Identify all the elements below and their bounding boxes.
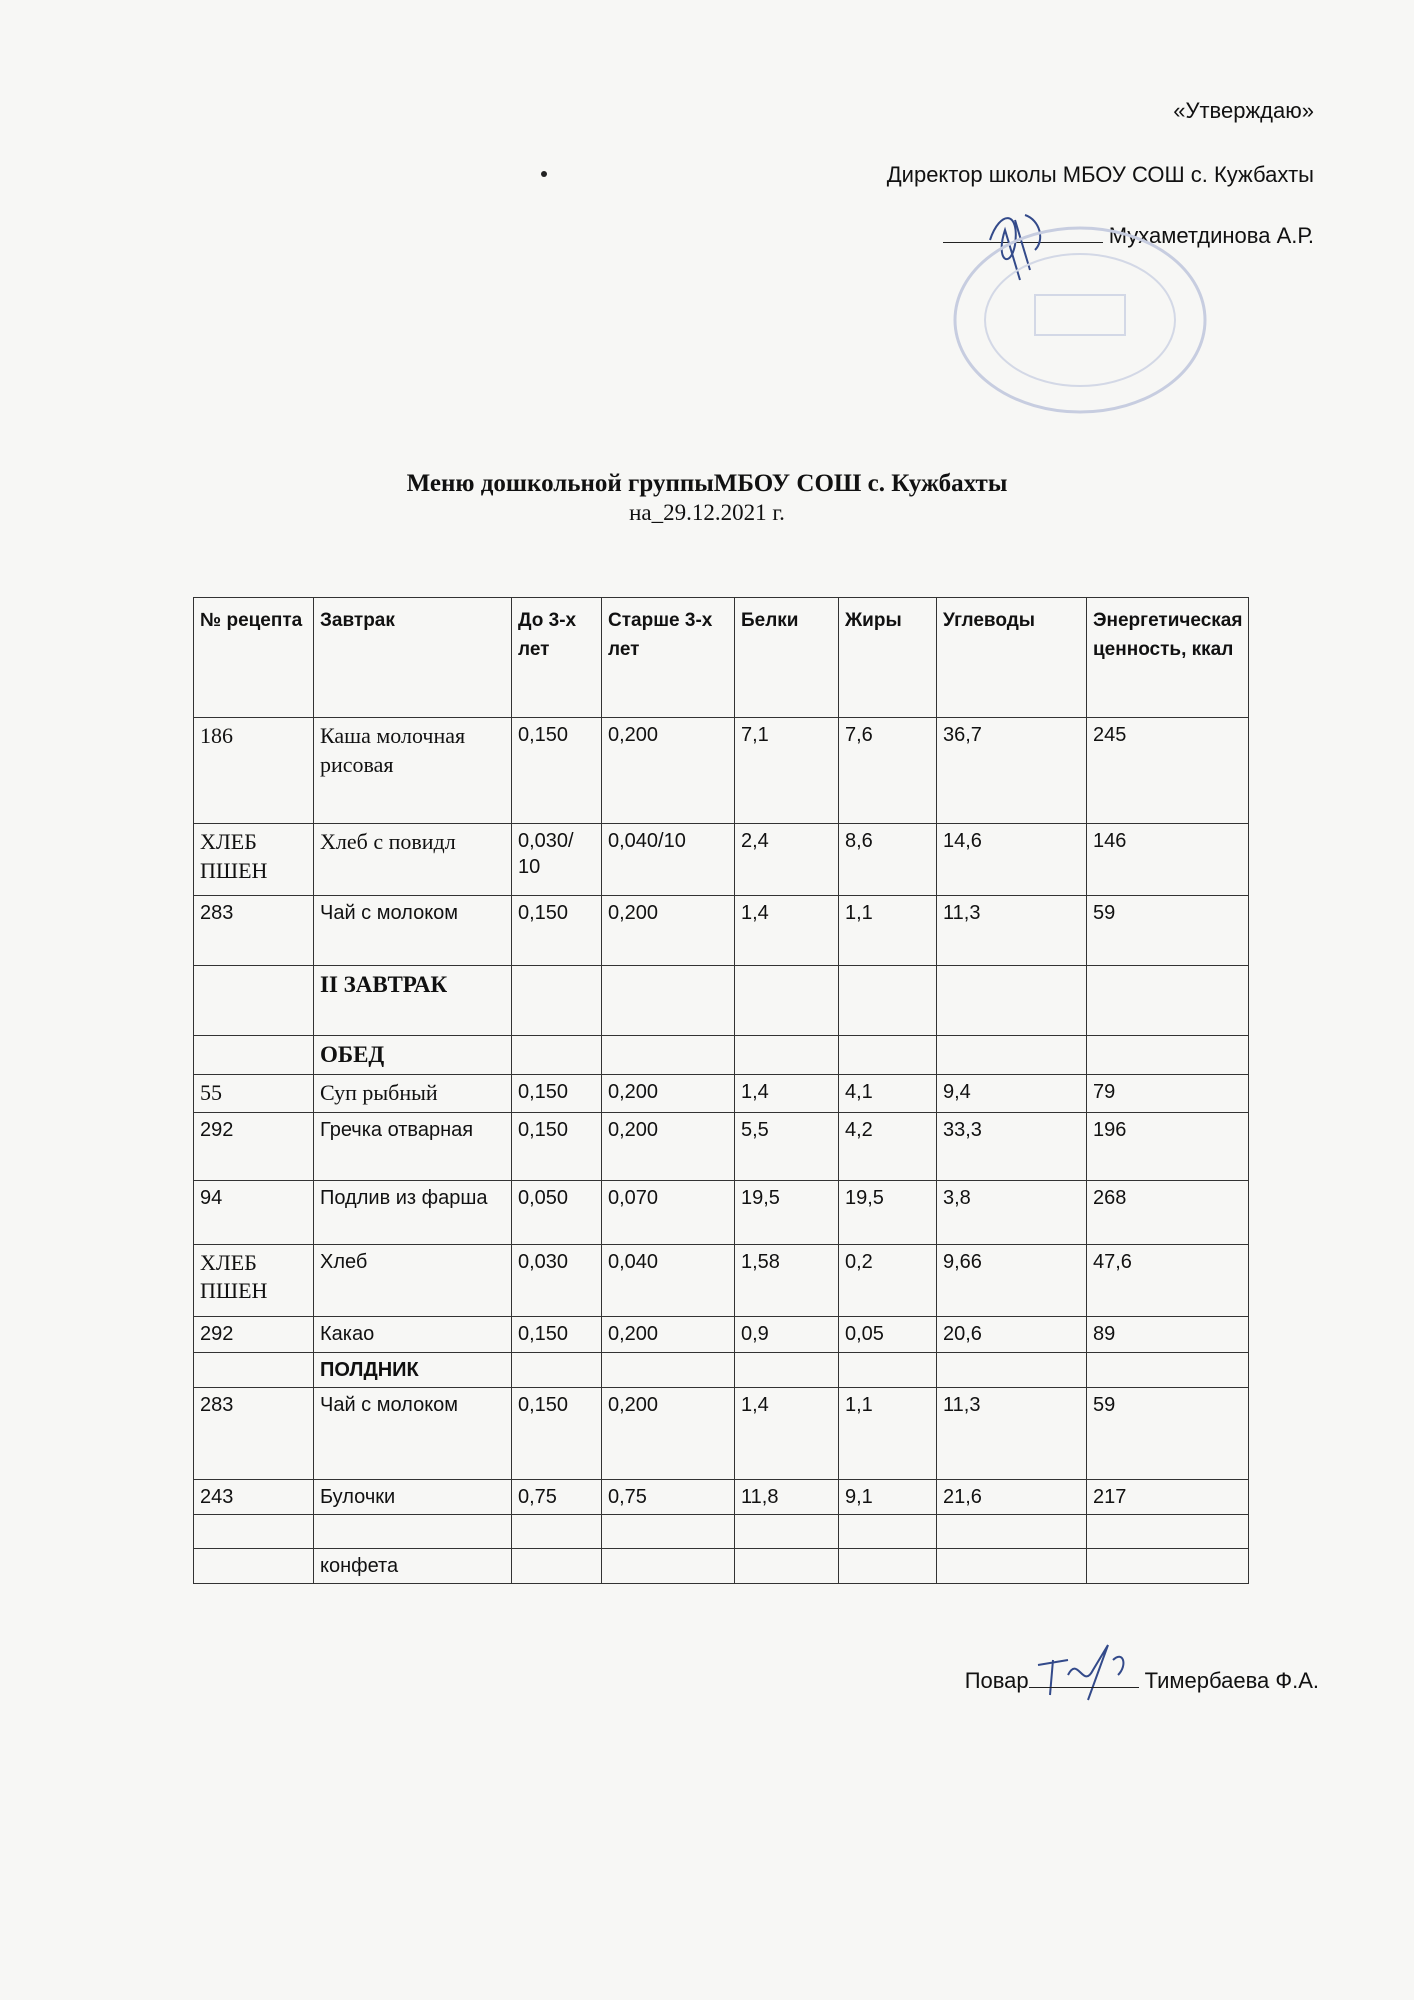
empty-cell [512,1036,602,1075]
table-row [194,1112,1249,1180]
table-row [194,1316,1249,1352]
fat: 19,5 [839,1180,937,1244]
cook-name: Тимербаева Ф.А. [1144,1668,1319,1693]
dish-name: Гречка отварная [314,1112,512,1180]
carbs: 21,6 [937,1479,1087,1514]
approval-title: «Утверждаю» [1173,98,1314,123]
portion-under-3: 0,030/ 10 [512,824,602,896]
portion-under-3: 0,150 [512,1387,602,1479]
protein [735,1548,839,1583]
table-row [194,1548,1249,1583]
cook-signature-block [965,1668,1319,1694]
energy: 196 [1087,1112,1249,1180]
protein: 1,4 [735,1387,839,1479]
protein: 11,8 [735,1479,839,1514]
empty-cell [512,1514,602,1548]
carbs: 33,3 [937,1112,1087,1180]
protein: 2,4 [735,824,839,896]
empty-cell [194,1514,314,1548]
empty-cell [735,1036,839,1075]
section-label: ПОЛДНИК [314,1352,512,1387]
recipe-number: 243 [194,1479,314,1514]
carbs: 11,3 [937,1387,1087,1479]
portion-under-3: 0,75 [512,1479,602,1514]
column-header: Старше 3-х лет [602,598,735,718]
protein: 19,5 [735,1180,839,1244]
recipe-number [194,1548,314,1583]
cook-label: Повар [964,1668,1029,1693]
column-header: Углеводы [937,598,1087,718]
empty-cell [512,966,602,1036]
fat: 8,6 [839,824,937,896]
empty-cell [839,1352,937,1387]
portion-over-3: 0,200 [602,718,735,824]
approval-position: Директор школы МБОУ СОШ с. Кужбахты [886,162,1314,187]
portion-over-3: 0,200 [602,1112,735,1180]
empty-cell [839,1514,937,1548]
empty-cell [314,1514,512,1548]
portion-under-3: 0,150 [512,1112,602,1180]
recipe-number: ХЛЕБ ПШЕН [194,1244,314,1316]
energy: 79 [1087,1074,1249,1112]
energy: 245 [1087,718,1249,824]
school-stamp-icon [940,220,1220,420]
carbs [937,1548,1087,1583]
dish-name: Чай с молоком [314,896,512,966]
section-row [194,1036,1249,1075]
carbs: 20,6 [937,1316,1087,1352]
recipe-number: 292 [194,1316,314,1352]
energy: 268 [1087,1180,1249,1244]
empty-cell [735,1352,839,1387]
section-label: ОБЕД [314,1036,512,1075]
portion-over-3: 0,070 [602,1180,735,1244]
protein: 1,4 [735,1074,839,1112]
table-row [194,896,1249,966]
recipe-number: 55 [194,1074,314,1112]
section-row [194,966,1249,1036]
dish-name: Каша молочная рисовая [314,718,512,824]
dish-name: Суп рыбный [314,1074,512,1112]
approval-signer: Мухаметдинова А.Р. [1108,223,1314,248]
dish-name: Подлив из фарша [314,1180,512,1244]
menu-date: на_29.12.2021 г. [629,500,785,525]
portion-under-3: 0,150 [512,1316,602,1352]
protein: 7,1 [735,718,839,824]
empty-cell [937,966,1087,1036]
empty-cell [602,1514,735,1548]
fat: 1,1 [839,1387,937,1479]
column-header: Завтрак [314,598,512,718]
recipe-number: ХЛЕБ ПШЕН [194,824,314,896]
fat [839,1548,937,1583]
empty-cell [602,1352,735,1387]
protein: 1,58 [735,1244,839,1316]
carbs: 36,7 [937,718,1087,824]
dish-name: конфета [314,1548,512,1583]
energy [1087,1548,1249,1583]
fat: 7,6 [839,718,937,824]
table-row [194,824,1249,896]
table-row [194,1479,1249,1514]
energy: 146 [1087,824,1249,896]
column-header: № рецепта [194,598,314,718]
portion-under-3: 0,030 [512,1244,602,1316]
carbs: 9,4 [937,1074,1087,1112]
portion-over-3: 0,040/10 [602,824,735,896]
table-row [194,1180,1249,1244]
protein: 1,4 [735,896,839,966]
carbs: 14,6 [937,824,1087,896]
empty-cell [839,1036,937,1075]
section-row [194,1352,1249,1387]
fat: 1,1 [839,896,937,966]
empty-cell [512,1352,602,1387]
portion-over-3: 0,040 [602,1244,735,1316]
carbs: 11,3 [937,896,1087,966]
section-label: II ЗАВТРАК [314,966,512,1036]
empty-cell [937,1036,1087,1075]
energy: 59 [1087,896,1249,966]
portion-over-3: 0,200 [602,1387,735,1479]
empty-cell [194,1036,314,1075]
recipe-number: 283 [194,1387,314,1479]
fat: 4,1 [839,1074,937,1112]
portion-over-3: 0,200 [602,1316,735,1352]
energy: 89 [1087,1316,1249,1352]
carbs: 3,8 [937,1180,1087,1244]
portion-under-3: 0,150 [512,896,602,966]
empty-cell [1087,1514,1249,1548]
dish-name: Какао [314,1316,512,1352]
empty-cell [194,966,314,1036]
portion-over-3: 0,75 [602,1479,735,1514]
column-header: Энергетическая ценность, ккал [1087,598,1249,718]
energy: 47,6 [1087,1244,1249,1316]
portion-over-3 [602,1548,735,1583]
fat: 0,2 [839,1244,937,1316]
dish-name: Чай с молоком [314,1387,512,1479]
empty-cell [194,1352,314,1387]
portion-over-3: 0,200 [602,1074,735,1112]
column-header: Белки [735,598,839,718]
dish-name: Хлеб [314,1244,512,1316]
empty-cell [937,1352,1087,1387]
energy: 59 [1087,1387,1249,1479]
empty-cell [602,1036,735,1075]
dish-name: Хлеб с повидл [314,824,512,896]
protein: 0,9 [735,1316,839,1352]
empty-cell [1087,1036,1249,1075]
empty-cell [735,966,839,1036]
recipe-number: 94 [194,1180,314,1244]
fat: 4,2 [839,1112,937,1180]
portion-under-3: 0,150 [512,718,602,824]
menu-table [193,597,1249,1584]
carbs: 9,66 [937,1244,1087,1316]
empty-cell [839,966,937,1036]
recipe-number: 283 [194,896,314,966]
recipe-number: 292 [194,1112,314,1180]
empty-cell [602,966,735,1036]
column-header: Жиры [839,598,937,718]
signature-line [1029,1669,1139,1688]
empty-cell [1087,1352,1249,1387]
table-header-row [194,598,1249,718]
portion-under-3: 0,050 [512,1180,602,1244]
table-row [194,1074,1249,1112]
portion-under-3 [512,1548,602,1583]
empty-cell [937,1514,1087,1548]
portion-under-3: 0,150 [512,1074,602,1112]
table-row [194,1244,1249,1316]
ink-dot [541,171,547,177]
recipe-number: 186 [194,718,314,824]
portion-over-3: 0,200 [602,896,735,966]
table-row [194,718,1249,824]
protein: 5,5 [735,1112,839,1180]
column-header: До 3-х лет [512,598,602,718]
page-title: Меню дошкольной группыМБОУ СОШ с. Кужбахты [406,470,1008,497]
table-row [194,1387,1249,1479]
table-row [194,1514,1249,1548]
fat: 9,1 [839,1479,937,1514]
dish-name: Булочки [314,1479,512,1514]
energy: 217 [1087,1479,1249,1514]
empty-cell [735,1514,839,1548]
fat: 0,05 [839,1316,937,1352]
empty-cell [1087,966,1249,1036]
